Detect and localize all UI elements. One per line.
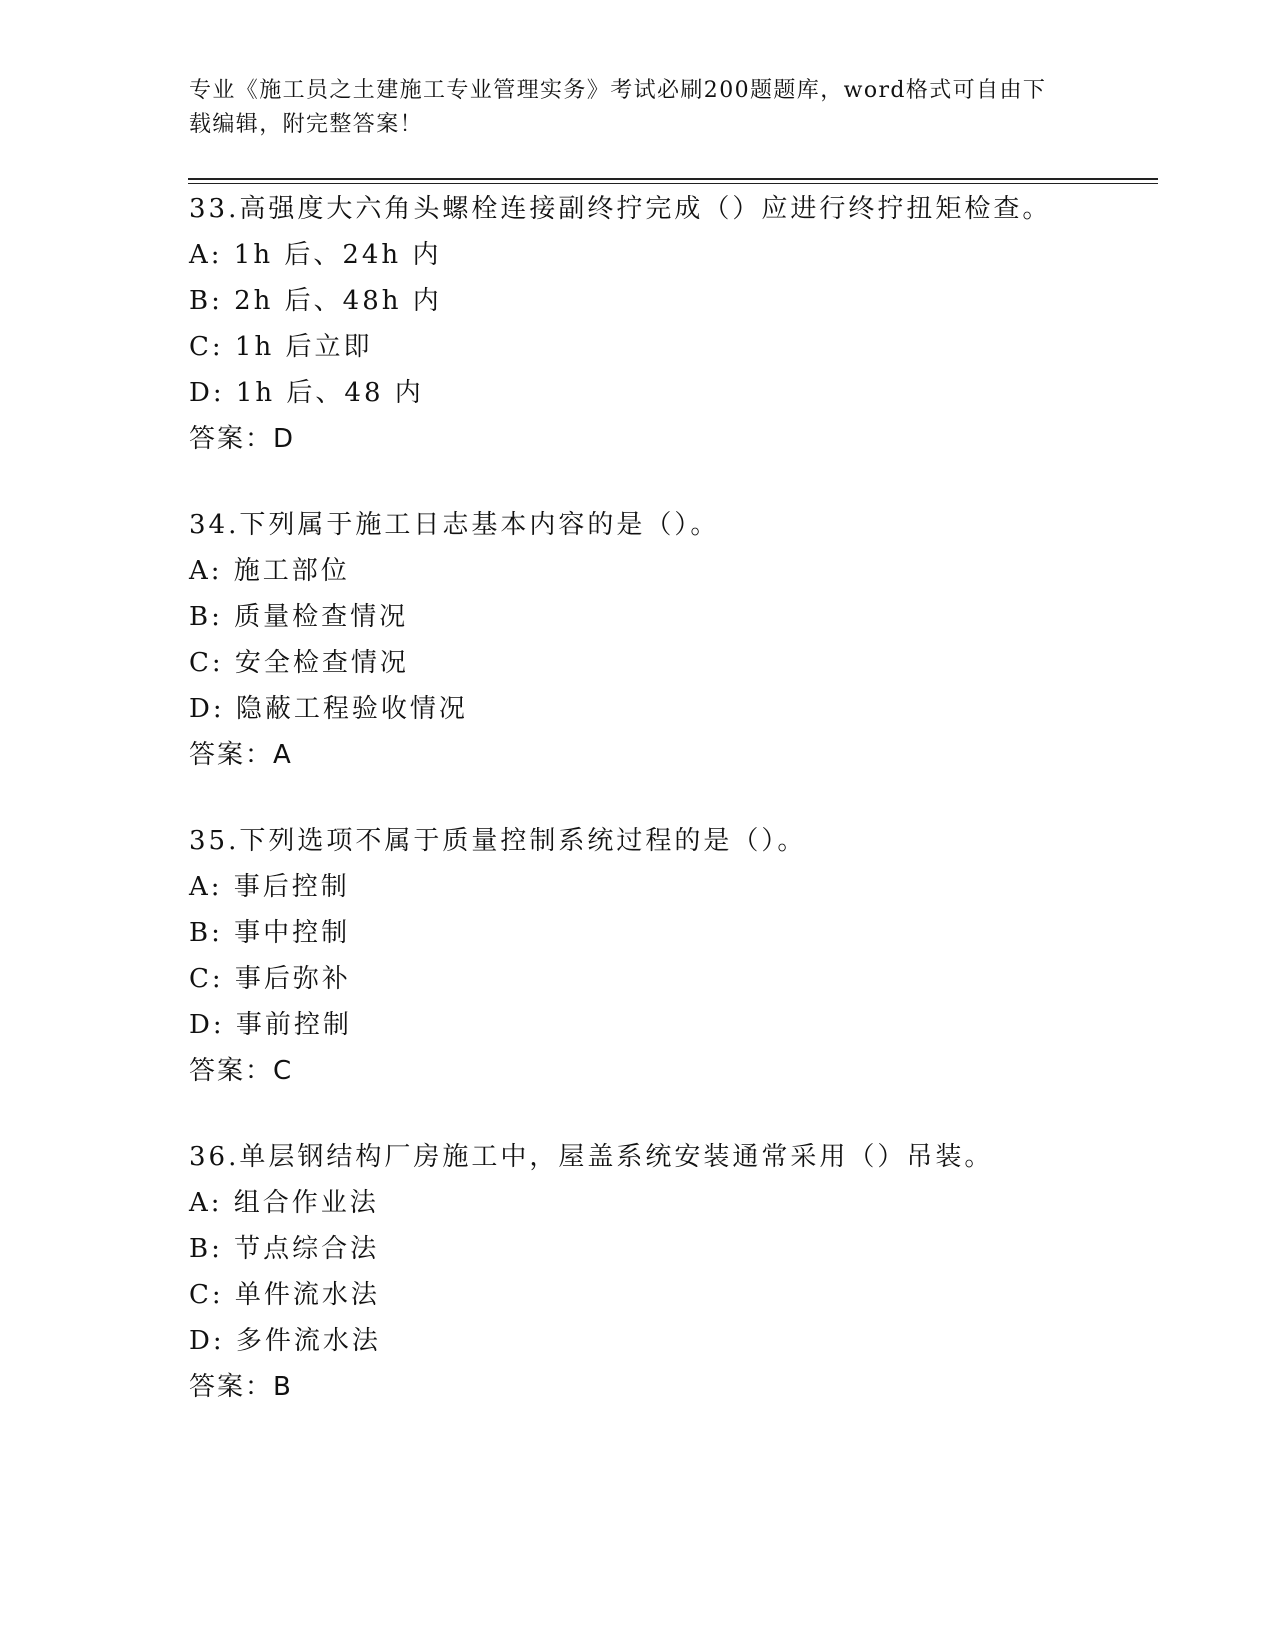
option-c: C: 单件流水法 — [189, 1280, 380, 1310]
answer-line: 答案：D — [189, 424, 296, 454]
option-d: D: 隐蔽工程验收情况 — [189, 694, 468, 724]
question-block — [189, 502, 1149, 778]
option-d: D: 事前控制 — [189, 1010, 352, 1040]
option-a: A: 1h 后、24h 内 — [189, 240, 442, 270]
document-header: 专业《施工员之土建施工专业管理实务》考试必刷200题题库，word格式可自由下载编辑，附完整答案！ — [189, 78, 1047, 137]
header-divider-thin — [188, 183, 1158, 184]
answer-line: 答案：C — [189, 1056, 294, 1086]
answer-line: 答案：B — [189, 1372, 293, 1402]
option-d: D: 多件流水法 — [189, 1326, 381, 1356]
option-a: A: 事后控制 — [189, 872, 350, 902]
question-text: 36.单层钢结构厂房施工中，屋盖系统安装通常采用（）吊装。 — [189, 1142, 994, 1172]
question-text: 35.下列选项不属于质量控制系统过程的是（）。 — [189, 826, 807, 856]
option-b: B: 2h 后、48h 内 — [189, 286, 442, 316]
option-c: C: 1h 后立即 — [189, 332, 373, 362]
option-d: D: 1h 后、48 内 — [189, 378, 424, 408]
question-text: 34.下列属于施工日志基本内容的是（）。 — [189, 510, 720, 540]
answer-line: 答案：A — [189, 740, 293, 770]
question-block — [189, 1134, 1149, 1410]
option-a: A: 组合作业法 — [189, 1188, 379, 1218]
question-text: 33.高强度大六角头螺栓连接副终拧完成（）应进行终拧扭矩检查。 — [189, 194, 1052, 224]
option-a: A: 施工部位 — [189, 556, 350, 586]
option-b: B: 质量检查情况 — [189, 602, 409, 632]
option-c: C: 安全检查情况 — [189, 648, 409, 678]
option-b: B: 事中控制 — [189, 918, 351, 948]
option-b: B: 节点综合法 — [189, 1234, 380, 1264]
question-block — [189, 818, 1149, 1094]
option-c: C: 事后弥补 — [189, 964, 351, 994]
header-divider-thick — [188, 178, 1158, 180]
question-block — [189, 186, 1149, 462]
